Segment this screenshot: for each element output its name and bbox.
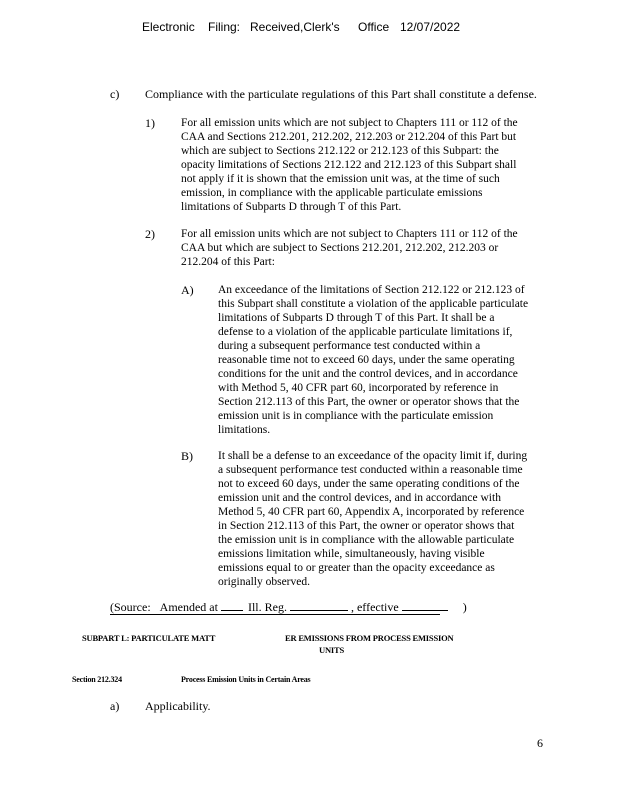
source-note [110, 600, 467, 615]
source-effective: , effective [350, 600, 399, 614]
item-a-line: conditions for the unit and the control devices, and in accordance [218, 368, 518, 380]
section-c-text: Compliance with the particulate regulations of this Part shall constitute a defense. [145, 87, 537, 101]
header-filing: Filing: [208, 20, 241, 34]
subpart-heading-left: SUBPART L: PARTICULATE MATT [82, 633, 216, 643]
item-2-line: CAA but which are subject to Sections 212.201, 212.202, 212.203 or [181, 242, 499, 254]
item-1-line: CAA and Sections 212.201, 212.202, 212.203 or 212.204 of this Part but [181, 131, 517, 143]
item-b-line: the emission unit is in compliance with the allowable particulate [218, 534, 515, 546]
item-1-line: opacity limitations of Sections 212.122 and 212.123 of this Subpart shall [181, 159, 517, 171]
item-b-marker: B) [181, 449, 193, 463]
item-b-line: Method 5, 40 CFR part 60, Appendix A, incorporated by reference [218, 506, 525, 518]
source-amended: Amended at [159, 600, 218, 614]
source-reg: Ill. Reg. [247, 600, 287, 614]
item-b-line: not to exceed 60 days, under the same operating conditions of the [218, 478, 520, 490]
header-received: Received,Clerk's [250, 20, 340, 34]
header-date: 12/07/2022 [400, 20, 461, 34]
item-a-line: limitations of Subparts D through T of this Part. It shall be a [218, 312, 495, 324]
item-1-line: emission, in compliance with the applicable particulate emissions [181, 187, 483, 199]
header-office: Office [358, 20, 390, 34]
item-2-text [181, 227, 591, 269]
item-a-line: emission unit is in compliance with the particulate emission [218, 410, 494, 422]
item-b-line: emission unit and the control devices, and in accordance with [218, 492, 501, 504]
item-a-line: limitations. [218, 424, 271, 436]
item-a-line: defense to a violation of the applicable particulate limitations if, [218, 326, 513, 338]
section-number: Section 212.324 [72, 675, 122, 684]
item-a-line: Section 212.113 of this Part, the owner or operator shows that the [218, 396, 520, 408]
item-2-line: 212.204 of this Part: [181, 256, 275, 268]
item-b-line: originally observed. [218, 576, 310, 588]
item-1-line: which are subject to Sections 212.122 or 212.123 of this Subpart: the [181, 145, 499, 157]
item-a-line: An exceedance of the limitations of Section 212.122 or 212.123 of [218, 284, 525, 296]
item-b-line: emissions limitation while, simultaneously, having visible [218, 548, 485, 560]
section-a-text: Applicability. [145, 699, 211, 713]
item-1-line: For all emission units which are not subject to Chapters 111 or 112 of the [181, 117, 518, 129]
item-a-line: this Subpart shall constitute a violation of the applicable particulate [218, 298, 529, 310]
section-c-marker: c) [110, 87, 120, 101]
item-b-text [218, 449, 593, 589]
item-1-text [181, 116, 591, 214]
item-1-marker: 1) [145, 116, 155, 130]
section-title: Process Emission Units in Certain Areas [181, 675, 311, 684]
item-b-line: a subsequent performance test conducted within a reasonable time [218, 464, 523, 476]
item-a-text [218, 283, 593, 437]
item-a-line: with Method 5, 40 CFR part 60, incorporated by reference in [218, 382, 499, 394]
item-2-marker: 2) [145, 227, 155, 241]
item-2-line: For all emission units which are not subject to Chapters 111 or 112 of the [181, 228, 518, 240]
subpart-heading-right [285, 632, 453, 656]
source-blank-date [402, 600, 448, 611]
item-1-line: limitations of Subparts D through T of this Part. [181, 201, 402, 213]
subpart-heading-right-line: ER EMISSIONS FROM PROCESS EMISSION [285, 633, 454, 643]
item-b-line: in Section 212.113 of this Part, the owner or operator shows that [218, 520, 515, 532]
source-blank-page [290, 600, 348, 611]
page-number: 6 [537, 736, 543, 750]
subpart-heading-right-line: UNITS [319, 645, 344, 655]
item-a-marker: A) [181, 283, 194, 297]
source-open: (Source: [110, 600, 151, 614]
item-1-line: not apply if it is shown that the emission unit was, at the time of such [181, 173, 500, 185]
item-b-line: It shall be a defense to an exceedance of the opacity limit if, during [218, 450, 528, 462]
source-blank-volume [221, 600, 243, 611]
item-a-line: during a subsequent performance test conducted within a [218, 340, 481, 352]
item-b-line: emissions equal to or greater than the opacity exceedance as [218, 562, 495, 574]
header-electronic: Electronic [142, 20, 195, 34]
item-a-line: reasonable time not to exceed 60 days, under the same operating [218, 354, 515, 366]
section-a-marker: a) [110, 699, 120, 713]
source-close: ) [462, 600, 467, 614]
source-underline [110, 614, 440, 615]
